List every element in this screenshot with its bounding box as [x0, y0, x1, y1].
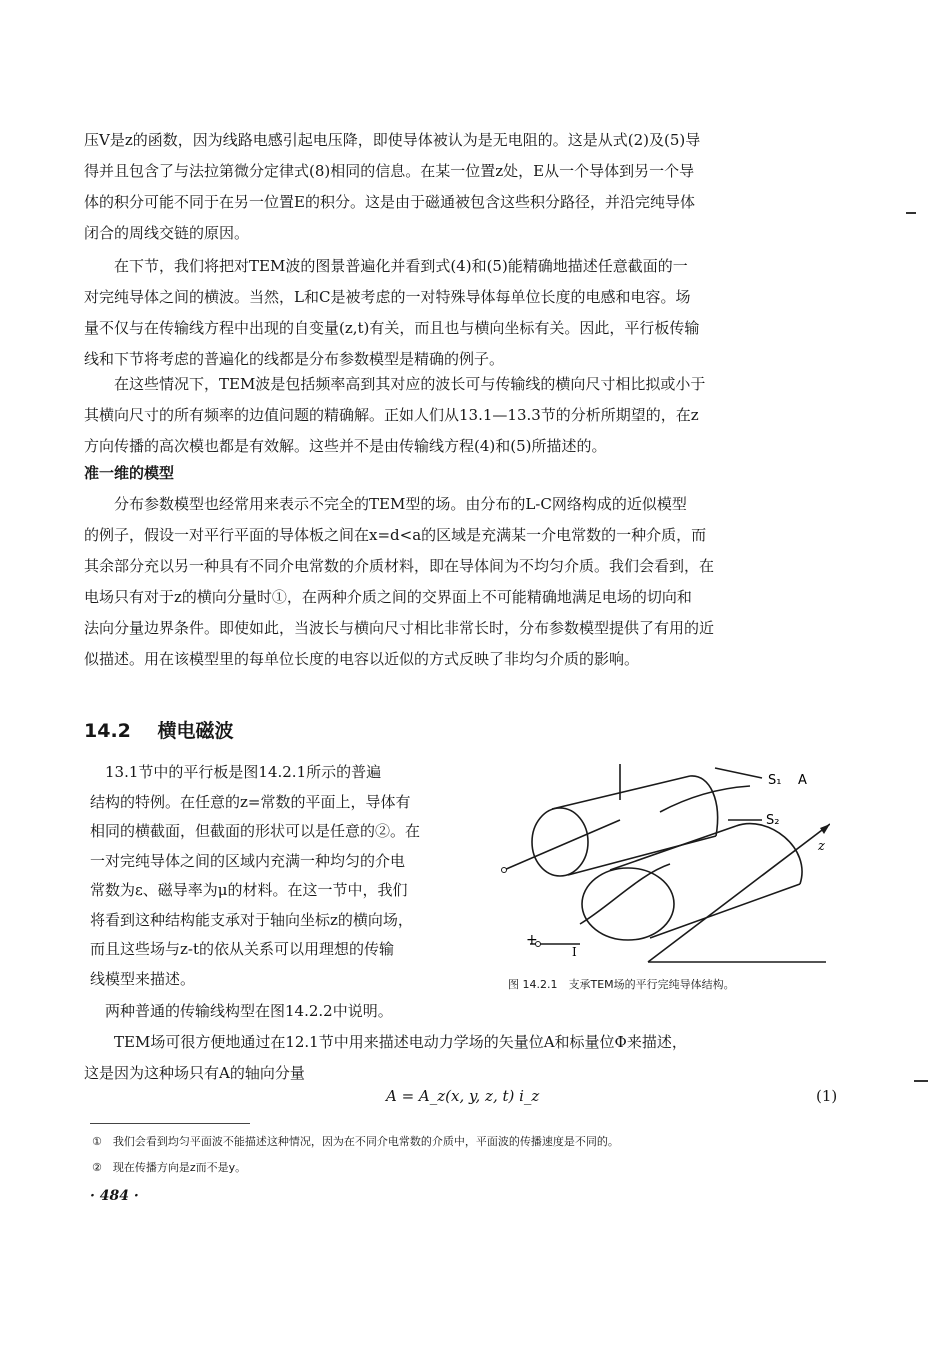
text-line: 线和下节将考虑的普遍化的线都是分布参数模型是精确的例子。	[84, 350, 505, 368]
paragraph-5	[90, 758, 490, 994]
text-line: 在这些情况下，TEM波是包括频率高到其对应的波长可与传输线的横向尺寸相比拟或小于	[84, 375, 706, 393]
text-line: 分布参数模型也经常用来表示不完全的TEM型的场。由分布的L-C网络构成的近似模型	[84, 495, 687, 513]
lower-conductor-end	[582, 868, 674, 940]
z-axis	[648, 824, 830, 962]
text-line: 相同的横截面，但截面的形状可以是任意的②。在	[90, 822, 421, 840]
footnote-2: ② 现在传播方向是z而不是y。	[92, 1161, 247, 1174]
text-line: 其余部分充以另一种具有不同介电常数的介质材料，即在导体间为不均匀介质。我们会看到，在	[84, 557, 715, 575]
label-z: z	[818, 839, 825, 854]
text-line: 对完纯导体之间的横波。当然，L和C是被考虑的一对特殊导体每单位长度的电感和电容。场	[84, 288, 691, 306]
text-line: 的例子，假设一对平行平面的导体板之间在x=d<a的区域是充满某一介电常数的一种介质，而	[84, 526, 707, 544]
label-a: A	[798, 773, 807, 788]
paragraph-2	[84, 251, 834, 375]
paragraph-3	[84, 369, 834, 462]
z-arrowhead	[820, 824, 830, 834]
text-line: 线模型来描述。	[90, 969, 196, 988]
footnote-rule	[90, 1123, 250, 1124]
contour-line	[580, 864, 670, 924]
text-line: 两种普通的传输线构型在图14.2.2中说明。	[90, 1002, 393, 1020]
scan-mark	[906, 212, 916, 214]
text-line: 电场只有对于z的横向分量时①，在两种介质之间的交界面上不可能精确地满足电场的切向和	[84, 588, 692, 606]
text-line: 闭合的周线交链的原因。	[84, 224, 250, 242]
text-line: 而且这些场与z-t的依从关系可以用理想的传输	[90, 940, 395, 958]
text-line: 结构的特例。在任意的z=常数的平面上，导体有	[90, 792, 411, 811]
text-line: 方向传播的高次模也都是有效解。这些并不是由传输线方程(4)和(5)所描述的。	[84, 437, 607, 455]
text-line: 似描述。用在该模型里的每单位长度的电容以近似的方式反映了非均匀介质的影响。	[84, 650, 640, 668]
lower-conductor-cap	[736, 824, 802, 884]
text-line: 法向分量边界条件。即使如此，当波长与横向尺寸相比非常长时，分布参数模型提供了有用的近	[84, 619, 715, 637]
section-title	[84, 716, 234, 743]
figure-caption: 图 14.2.1 支承TEM场的平行完纯导体结构。	[508, 978, 735, 991]
scan-mark	[914, 1080, 928, 1082]
text-line: 在下节，我们将把对TEM波的图景普遍化并看到式(4)和(5)能精确地描述任意截面的一	[84, 257, 688, 275]
s1-leader	[715, 768, 762, 778]
text-line: 将看到这种结构能支承对于轴向坐标z的横向场，	[90, 910, 413, 929]
equation-number: (1)	[816, 1087, 838, 1105]
subheading: 准一维的模型	[84, 464, 175, 482]
label-s2: S₂	[766, 813, 780, 828]
text-line: 得并且包含了与法拉第微分定律式(8)相同的信息。在某一位置z处，E从一个导体到另一个导	[84, 162, 695, 180]
equation	[386, 1087, 539, 1105]
paragraph-1	[84, 125, 834, 249]
label-plus: +	[526, 932, 538, 948]
text-line: 13.1节中的平行板是图14.2.1所示的普遍	[90, 763, 382, 781]
a-contour-line	[660, 786, 750, 812]
upper-conductor-body	[552, 776, 716, 875]
text-line: 这是因为这种场只有A的轴向分量	[84, 1064, 305, 1082]
label-i: I	[572, 945, 577, 959]
label-s1: S₁	[768, 773, 782, 788]
text-line: TEM场可很方便地通过在12.1节中用来描述电动力学场的矢量位A和标量位Φ来描述，	[84, 1033, 687, 1051]
section-heading: 横电磁波	[157, 720, 234, 742]
text-line: 量不仅与在传输线方程中出现的自变量(z,t)有关，而且也与横向坐标有关。因此，平行板传输	[84, 319, 700, 337]
section-number: 14.2	[84, 720, 131, 742]
text-line: 其横向尺寸的所有频率的边值问题的精确解。正如人们从13.1—13.3节的分析所期望的，在z	[84, 406, 699, 424]
text-line: 体的积分可能不同于在另一位置E的积分。这是由于磁通被包含这些积分路径，并沿完纯导体	[84, 193, 695, 211]
page-number: · 484 ·	[90, 1188, 139, 1204]
paragraph-7	[84, 1027, 834, 1089]
paragraph-6	[90, 996, 840, 1027]
paragraph-4	[84, 489, 834, 675]
figure-parallel-conductors	[500, 756, 830, 978]
upper-conductor-cap	[690, 776, 718, 836]
text-line: 压V是z的函数，因为线路电感引起电压降，即使导体被认为是无电阻的。这是从式(2)及(5)导	[84, 131, 701, 149]
equation-text: A = A_z(x, y, z, t) i_z	[386, 1087, 540, 1105]
upper-conductor-end	[532, 808, 588, 876]
upper-lead-line	[504, 820, 620, 870]
footnote-1: ① 我们会看到均匀平面波不能描述这种情况，因为在不同介电常数的介质中，平面波的传播速度是不同的。	[92, 1135, 619, 1148]
text-line: 常数为ε、磁导率为μ的材料。在这一节中，我们	[90, 881, 408, 899]
terminal-upper	[502, 868, 507, 873]
text-line: 一对完纯导体之间的区域内充满一种均匀的介电	[90, 851, 406, 870]
